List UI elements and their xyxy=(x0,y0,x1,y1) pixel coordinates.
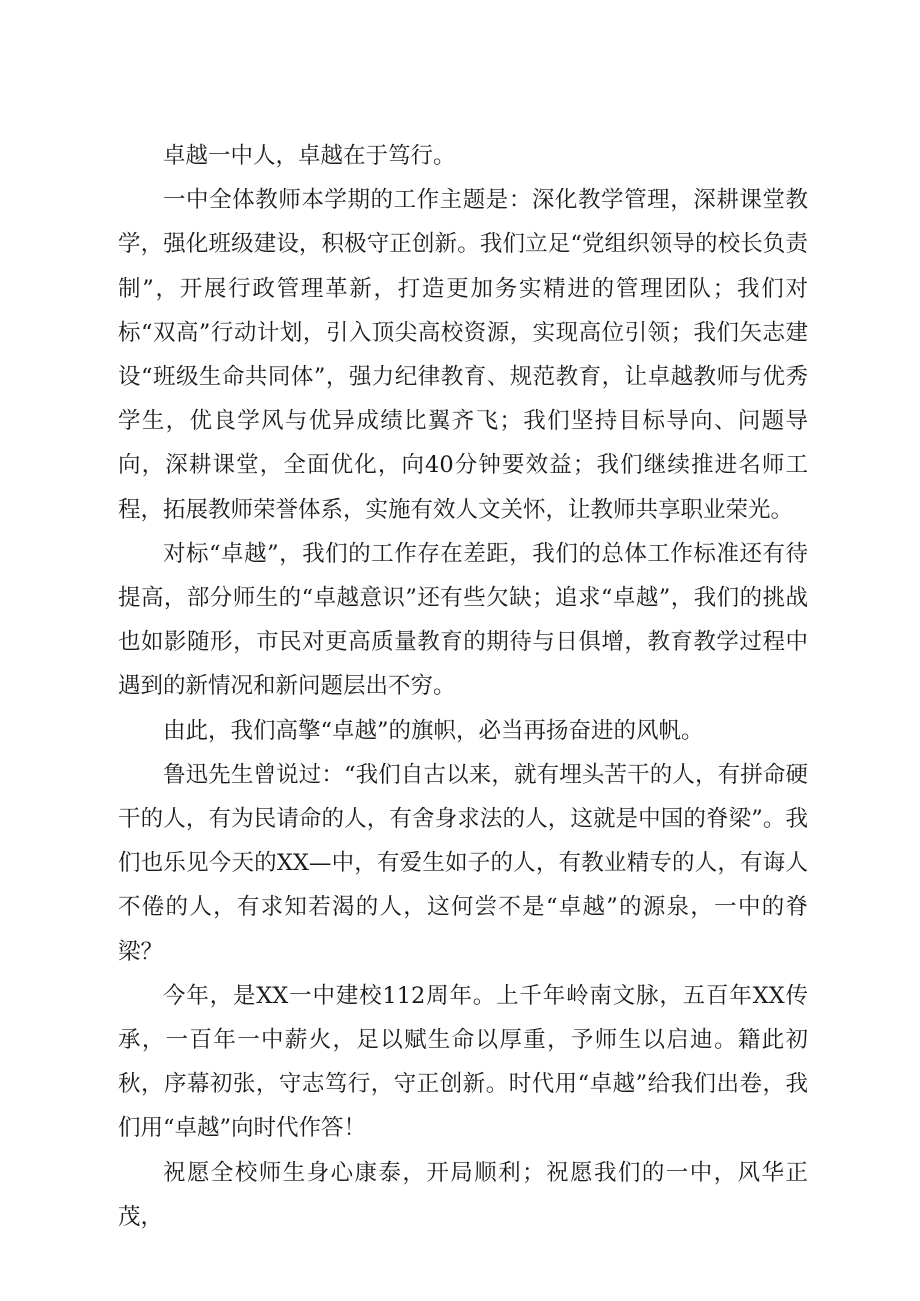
paragraph-luxun-quote: 鲁迅先生曾说过：“我们自古以来，就有埋头苦干的人，有拼命硬干的人，有为民请命的人，有舍身求法的人，这就是中国的脊梁”。我们也乐见今天的XX—中，有爱生如子的人，有教业精专的人，有诲人不倦的人，有求知若渴的人，这何尝不是“卓越”的源泉，一中的脊梁？ xyxy=(118,761,808,965)
paragraph-gaps-challenges: 对标“卓越”，我们的工作存在差距，我们的总体工作标准还有待提高，部分师生的“卓越意识”还有些欠缺；追求“卓越”，我们的挑战也如影随形，市民对更高质量教育的期待与日俱增，教育教学过程中遇到的新情况和新问题层出不穷。 xyxy=(118,540,808,700)
paragraph-work-theme: 一中全体教师本学期的工作主题是：深化教学管理，深耕课堂教学，强化班级建设，积极守正创新。我们立足“党组织领导的校长负责制”，开展行政管理革新，打造更加务实精进的管理团队；我们对标“双高”行动计划，引入顶尖高校资源，实现高位引领；我们矢志建设“班级生命共同体”，强力纪律教育、规范教育，让卓越教师与优秀学生，优良学风与优异成绩比翼齐飞；我们坚持目标导向、问题导向，深耕课堂，全面优化，向40分钟要效益；我们继续推进名师工程，拓展教师荣誉体系，实施有效人文关怀，让教师共享职业荣光。 xyxy=(118,187,808,523)
paragraph-wishes: 祝愿全校师生身心康泰，开局顺利；祝愿我们的一中，风华正茂， xyxy=(118,1159,808,1230)
paragraph-banner: 由此，我们高擎“卓越”的旗帜，必当再扬奋进的风帆。 xyxy=(163,717,704,744)
document-body xyxy=(118,134,808,1239)
paragraph-anniversary: 今年，是XX一中建校112周年。上千年岭南文脉，五百年XX传承，一百年一中薪火，足以赋生命以厚重，予师生以启迪。籍此初秋，序幕初张，守志笃行，守正创新。时代用“卓越”给我们出卷，我们用“卓越”向时代作答！ xyxy=(118,982,808,1142)
paragraph-intro: 卓越一中人，卓越在于笃行。 xyxy=(163,143,456,169)
